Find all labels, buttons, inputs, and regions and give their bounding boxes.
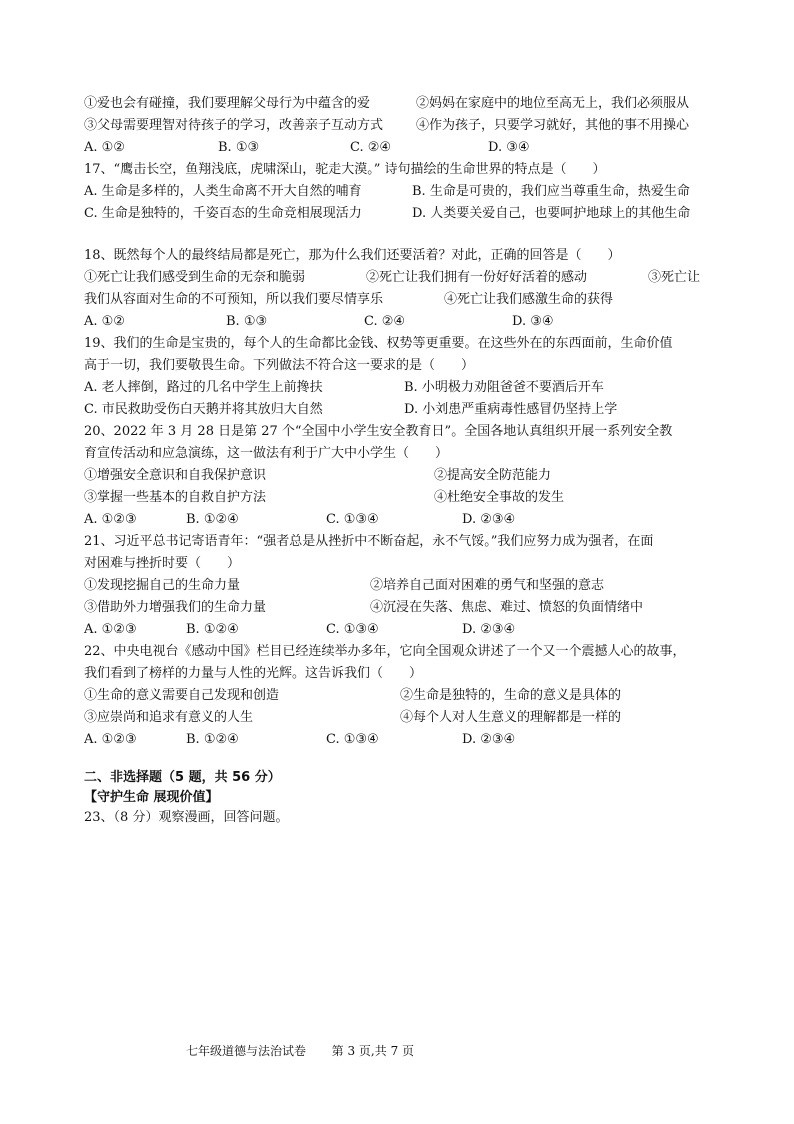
q19-choice-d: D. 小刘患严重病毒性感冒仍坚持上学	[404, 402, 618, 417]
q16-option-4: ④作为孩子，只要学习就好，其他的事不用操心	[416, 118, 690, 133]
q21-stem-line-1: 21、习近平总书记寄语青年：“强者总是从挫折中不断奋起，永不气馁。”我们应努力成为强者，在面	[84, 534, 654, 549]
part2-heading: 二、非选择题（5 题，共 56 分）	[84, 770, 281, 785]
q16-choice-a: A. ①②	[84, 140, 125, 155]
q17-stem: 17、“鹰击长空，鱼翔浅底，虎啸深山，驼走大漠。” 诗句描绘的生命世界的特点是（ ）	[84, 162, 606, 177]
q21-option-1: ①发现挖掘自己的生命力量	[84, 578, 241, 593]
q22-choice-d: D. ②③④	[462, 732, 516, 747]
q17-choice-c: C. 生命是独特的，千姿百态的生命竞相展现活力	[84, 206, 362, 221]
q22-choice-b: B. ①②④	[186, 732, 239, 747]
footer-page-number: 第 3 页,共 7 页	[331, 1044, 415, 1058]
q18-choice-a: A. ①②	[84, 314, 125, 329]
q16-choice-c: C. ②④	[350, 140, 392, 155]
q20-choice-c: C. ①③④	[326, 512, 379, 527]
q16-option-3: ③父母需要理智对待孩子的学习，改善亲子互动方式	[84, 118, 384, 133]
q21-choice-c: C. ①③④	[326, 622, 379, 637]
q18-option-4: ④死亡让我们感激生命的获得	[444, 292, 614, 307]
footer-title: 七年级道德与法治试卷	[186, 1044, 307, 1058]
q22-stem-line-2: 我们看到了榜样的力量与人性的光辉。这告诉我们（ ）	[84, 666, 423, 681]
q22-option-4: ④每个人对人生意义的理解都是一样的	[400, 710, 622, 725]
q17-choice-a: A. 生命是多样的，人类生命离不开大自然的哺育	[84, 184, 362, 199]
q20-option-1: ①增强安全意识和自我保护意识	[84, 468, 267, 483]
q21-option-4: ④沉浸在失落、焦虑、难过、愤怒的负面情绪中	[370, 600, 644, 615]
q21-option-3: ③借助外力增强我们的生命力量	[84, 600, 267, 615]
q22-choice-a: A. ①②③	[84, 732, 137, 747]
q16-choice-b: B. ①③	[218, 140, 260, 155]
q18-stem: 18、既然每个人的最终结局都是死亡，那为什么我们还要活着？对此，正确的回答是（ ）	[84, 248, 621, 263]
section-title: 【守护生命 展现价值】	[84, 790, 219, 805]
q19-stem-line-1: 19、我们的生命是宝贵的，每个人的生命都比金钱、权势等更重要。在这些外在的东西面前，生命价值	[84, 336, 673, 351]
q18-choice-b: B. ①③	[226, 314, 268, 329]
q16-option-1: ①爱也会有碰撞，我们要理解父母行为中蕴含的爱	[84, 96, 371, 111]
q20-choice-a: A. ①②③	[84, 512, 137, 527]
q20-option-2: ②提高安全防范能力	[434, 468, 552, 483]
q17-choice-b: B. 生命是可贵的，我们应当尊重生命，热爱生命	[412, 184, 690, 199]
q20-stem-line-2: 育宣传活动和应急演练，这一做法有利于广大中小学生（ ）	[84, 446, 449, 461]
q22-choice-c: C. ①③④	[326, 732, 379, 747]
q22-stem-line-1: 22、中央电视台《感动中国》栏目已经连续举办多年，它向全国观众讲述了一个又一个震撼人心的故事，	[84, 644, 686, 659]
q18-option-3-end: 我们从容面对生命的不可预知，所以我们要尽情享乐	[84, 292, 384, 307]
q21-choice-d: D. ②③④	[462, 622, 516, 637]
q20-option-4: ④杜绝安全事故的发生	[434, 490, 565, 505]
q21-option-2: ②培养自己面对困难的勇气和坚强的意志	[370, 578, 605, 593]
q22-option-3: ③应崇尚和追求有意义的人生	[84, 710, 254, 725]
q20-stem-line-1: 20、2022 年 3 月 28 日是第 27 个“全国中小学生安全教育日”。全国各地认真组织开展一系列安全教	[84, 424, 673, 439]
q22-option-1: ①生命的意义需要自己发现和创造	[84, 688, 280, 703]
q16-option-2: ②妈妈在家庭中的地位至高无上，我们必须服从	[416, 96, 690, 111]
q20-choice-b: B. ①②④	[186, 512, 239, 527]
q19-choice-a: A. 老人摔倒，路过的几名中学生上前搀扶	[84, 380, 323, 395]
q21-choice-a: A. ①②③	[84, 622, 137, 637]
q19-stem-line-2: 高于一切，我们要敬畏生命。下列做法不符合这一要求的是（ ）	[84, 358, 475, 373]
q17-choice-d: D. 人类要关爱自己，也要呵护地球上的其他生命	[412, 206, 691, 221]
q18-choice-c: C. ②④	[364, 314, 406, 329]
q19-choice-c: C. 市民救助受伤白天鹅并将其放归大自然	[84, 402, 323, 417]
q18-option-3-start: ③死亡让	[648, 270, 701, 285]
q20-option-3: ③掌握一些基本的自救自护方法	[84, 490, 267, 505]
q18-option-2: ②死亡让我们拥有一份好好活着的感动	[366, 270, 588, 285]
q19-choice-b: B. 小明极力劝阻爸爸不要酒后开车	[404, 380, 604, 395]
q16-choice-d: D. ③④	[488, 140, 530, 155]
q20-choice-d: D. ②③④	[462, 512, 516, 527]
q21-stem-line-2: 对困难与挫折时要（ ）	[84, 556, 241, 571]
q18-choice-d: D. ③④	[512, 314, 554, 329]
q23-stem: 23、（8 分）观察漫画，回答问题。	[84, 810, 289, 825]
page-footer	[186, 1042, 414, 1060]
q21-choice-b: B. ①②④	[186, 622, 239, 637]
q18-option-1: ①死亡让我们感受到生命的无奈和脆弱	[84, 270, 306, 285]
q22-option-2: ②生命是独特的，生命的意义是具体的	[400, 688, 622, 703]
